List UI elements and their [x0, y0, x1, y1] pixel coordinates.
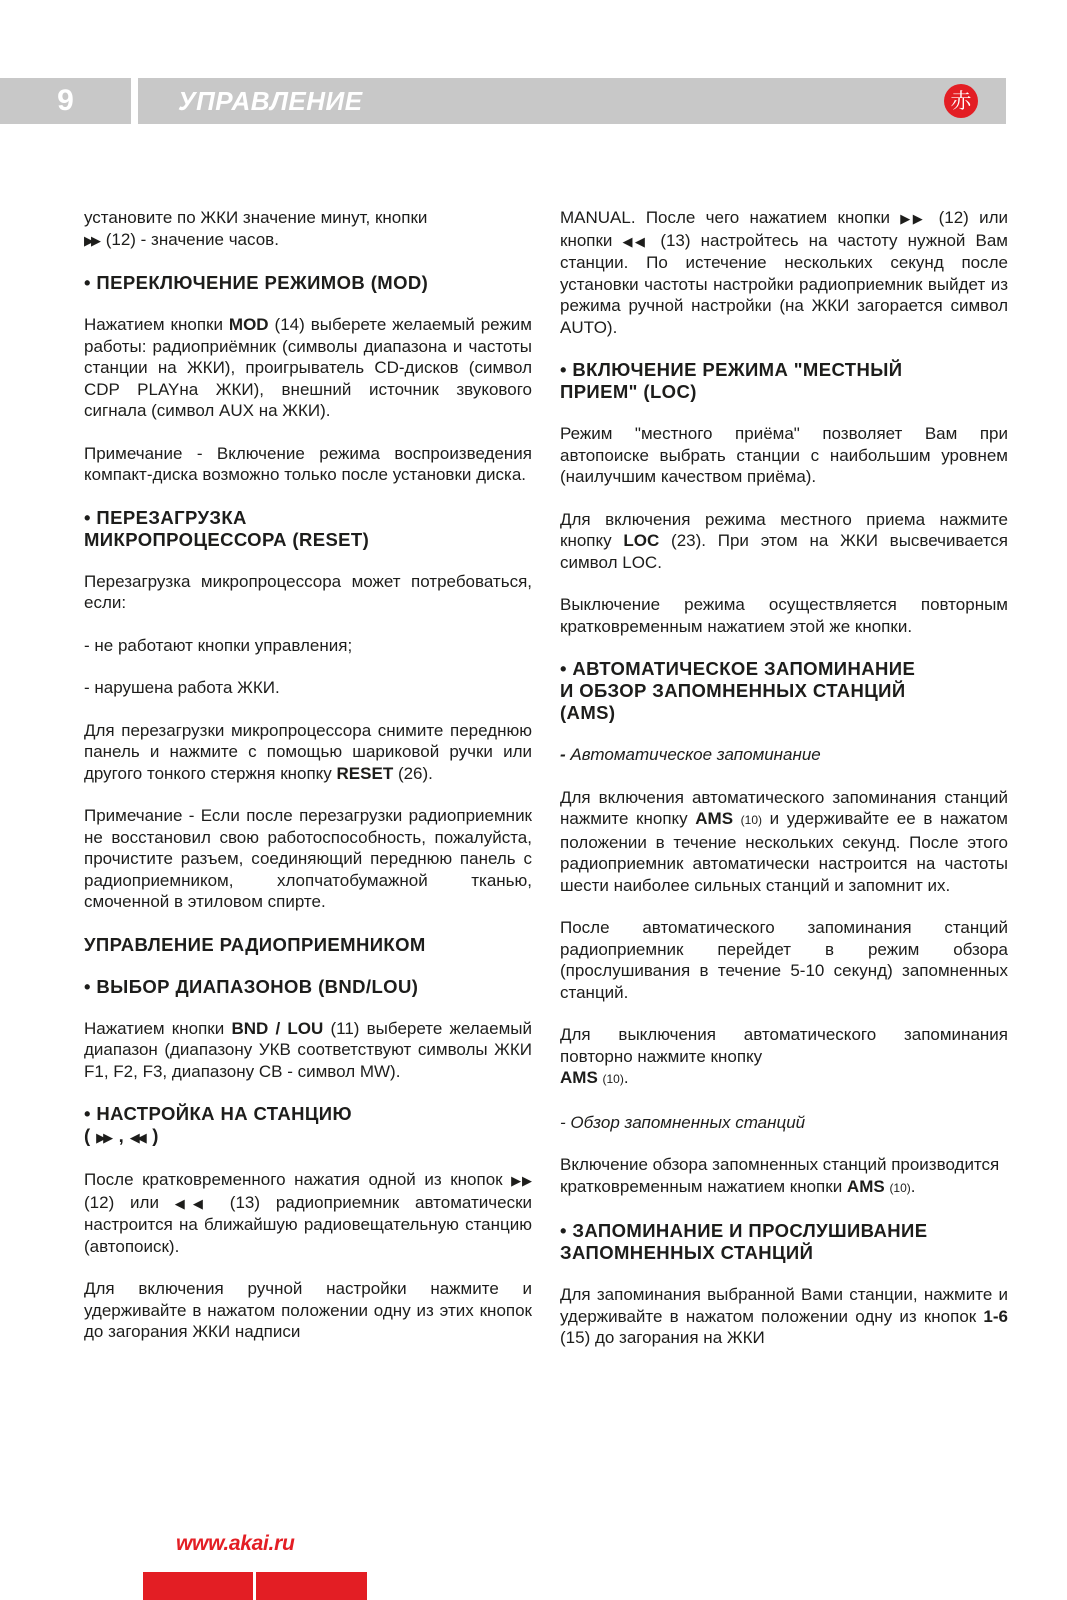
rewind-icon: ◀◀: [129, 1130, 144, 1145]
heading-ams: • АВТОМАТИЧЕСКОЕ ЗАПОМИНАНИЕ И ОБЗОР ЗАПОМНЕННЫХ СТАНЦИЙ (AMS): [560, 658, 916, 723]
list-item: - нарушена работа ЖКИ.: [84, 678, 280, 697]
paragraph: MANUAL. После чего нажатием кнопки ▶▶ (12) или кнопки ◀◀ (13) настройтесь на частоту нужной Вам станции. По истечение нескольких секунд после установки частоты настройки радиоприемник выйдет из режима ручной настройки (на ЖКИ загорается символ AUTO).: [560, 208, 1008, 337]
subheading-auto-memory: - Автоматическое запоминание: [560, 745, 821, 764]
page-number-box: [0, 78, 131, 124]
heading-radio-control: УПРАВЛЕНИЕ РАДИОПРИЕМНИКОМ: [84, 933, 426, 955]
list-item: - не работают кнопки управления;: [84, 635, 353, 655]
paragraph: Включение обзора запомненных станций производится кратковременным нажатием кнопки AMS (10).: [560, 1155, 1000, 1196]
section-title-box: [138, 78, 1006, 124]
left-column: [84, 207, 532, 1364]
section-title: УПРАВЛЕНИЕ: [178, 86, 363, 116]
page-header: [0, 78, 1006, 124]
heading-station-tuning: • НАСТРОЙКА НА СТАНЦИЮ ( ▶▶ , ◀◀ ): [84, 1103, 352, 1146]
paragraph: Выключение режима осуществляется повторным кратковременным нажатием этой же кнопки.: [560, 595, 1008, 636]
paragraph: Примечание - Включение режима воспроизведения компакт-диска возможно только после установки диска.: [84, 443, 532, 484]
paragraph: установите по ЖКИ значение минут, кнопки ▶▶ (12) - значение часов.: [84, 208, 428, 249]
heading-reset: • ПЕРЕЗАГРУЗКА МИКРОПРОЦЕССОРА (RESET): [84, 506, 370, 550]
fast-forward-icon: ▶▶: [96, 1130, 111, 1145]
paragraph: Для запоминания выбранной Вами станции, нажмите и удерживайте в нажатом положении одну из кнопок 1-6 (15) до загорания на ЖКИ: [560, 1285, 1008, 1347]
footer-accent-bar: [143, 1572, 253, 1600]
heading-band-select: • ВЫБОР ДИАПАЗОНОВ (BND/LOU): [84, 975, 419, 997]
paragraph: Для включения ручной настройки нажмите и удерживайте в нажатом положении одну из этих кнопок до загорания ЖКИ надписи: [84, 1279, 532, 1341]
svg-text:赤: 赤: [950, 89, 972, 113]
paragraph: Режим "местного приёма" позволяет Вам при автопоиске выбрать станции с наибольшим уровнем (наилучшим качеством приёма).: [560, 424, 1008, 486]
rewind-icon: ◀◀: [174, 1195, 211, 1211]
fast-forward-icon: ▶▶: [84, 232, 98, 248]
paragraph: После автоматического запоминания станций радиоприемник перейдет в режим обзора (прослушивания в течение 5-10 секунд) запомненных станций.: [560, 918, 1008, 1002]
paragraph: Для перезагрузки микропроцессора снимите переднюю панель и нажмите с помощью шариковой ручки или другого тонкого стержня кнопку RESET (26).: [84, 720, 532, 783]
paragraph: После кратковременного нажатия одной из кнопок ▶▶ (12) или ◀◀ (13) радиоприемник автоматически настроится на ближайшую радиовещательную станцию (автопоиск).: [84, 1170, 533, 1256]
heading-preset-memory: • ЗАПОМИНАНИЕ И ПРОСЛУШИВАНИЕ ЗАПОМНЕННЫХ СТАНЦИЙ: [560, 1220, 928, 1263]
rewind-icon: ◀◀: [622, 233, 648, 249]
paragraph: Перезагрузка микропроцессора может потребоваться, если:: [84, 571, 532, 612]
paragraph: Примечание - Если после перезагрузки радиоприемник не восстановил свою работоспособность, пожалуйста, прочистите разъем, соединяющий переднюю панель с радиоприемником, хлопчатобумажной тканью, смоченной в этиловом спирте.: [84, 806, 532, 911]
paragraph: Нажатием кнопки MOD (14) выберете желаемый режим работы: радиоприёмник (символы диапазона и частоты станции на ЖКИ), проигрыватель CD-дисков (символ CDP PLAYна ЖКИ), внешний источник звукового сигнала (символ AUX на ЖКИ).: [84, 315, 532, 420]
brand-logo-icon: [943, 83, 979, 119]
paragraph: Для выключения автоматического запоминания повторно нажмите кнопку AMS (10).: [560, 1025, 1008, 1087]
right-column: [560, 207, 1008, 1370]
page-number: 9: [57, 84, 74, 117]
fast-forward-icon: ▶▶: [900, 211, 926, 226]
paragraph: Для включения автоматического запоминания станций нажмите кнопку AMS (10) и удерживайте ее в нажатом положении в течение нескольких секунд. После этого радиоприемник автоматически настроится на частоты шести наиболее сильных станций и запомнит их.: [560, 787, 1008, 895]
heading-loc: • ВКЛЮЧЕНИЕ РЕЖИМА "МЕСТНЫЙ ПРИЕМ" (LOC): [560, 359, 903, 402]
footer-website-link[interactable]: www.akai.ru: [176, 1532, 295, 1555]
subheading-station-review: - Обзор запомненных станций: [560, 1112, 806, 1132]
footer-accent-bar: [256, 1572, 367, 1600]
fast-forward-icon: ▶▶: [511, 1173, 529, 1188]
paragraph: Нажатием кнопки BND / LOU (11) выберете желаемый диапазон (диапазону УКВ соответствуют символы ЖКИ F1, F2, F3, диапазону CB - символ MW).: [84, 1018, 532, 1081]
heading-mod: • ПЕРЕКЛЮЧЕНИЕ РЕЖИМОВ (MOD): [84, 272, 429, 293]
paragraph: Для включения режима местного приема нажмите кнопку LOC (23). При этом на ЖКИ высвечивается символ LOC.: [560, 509, 1009, 572]
